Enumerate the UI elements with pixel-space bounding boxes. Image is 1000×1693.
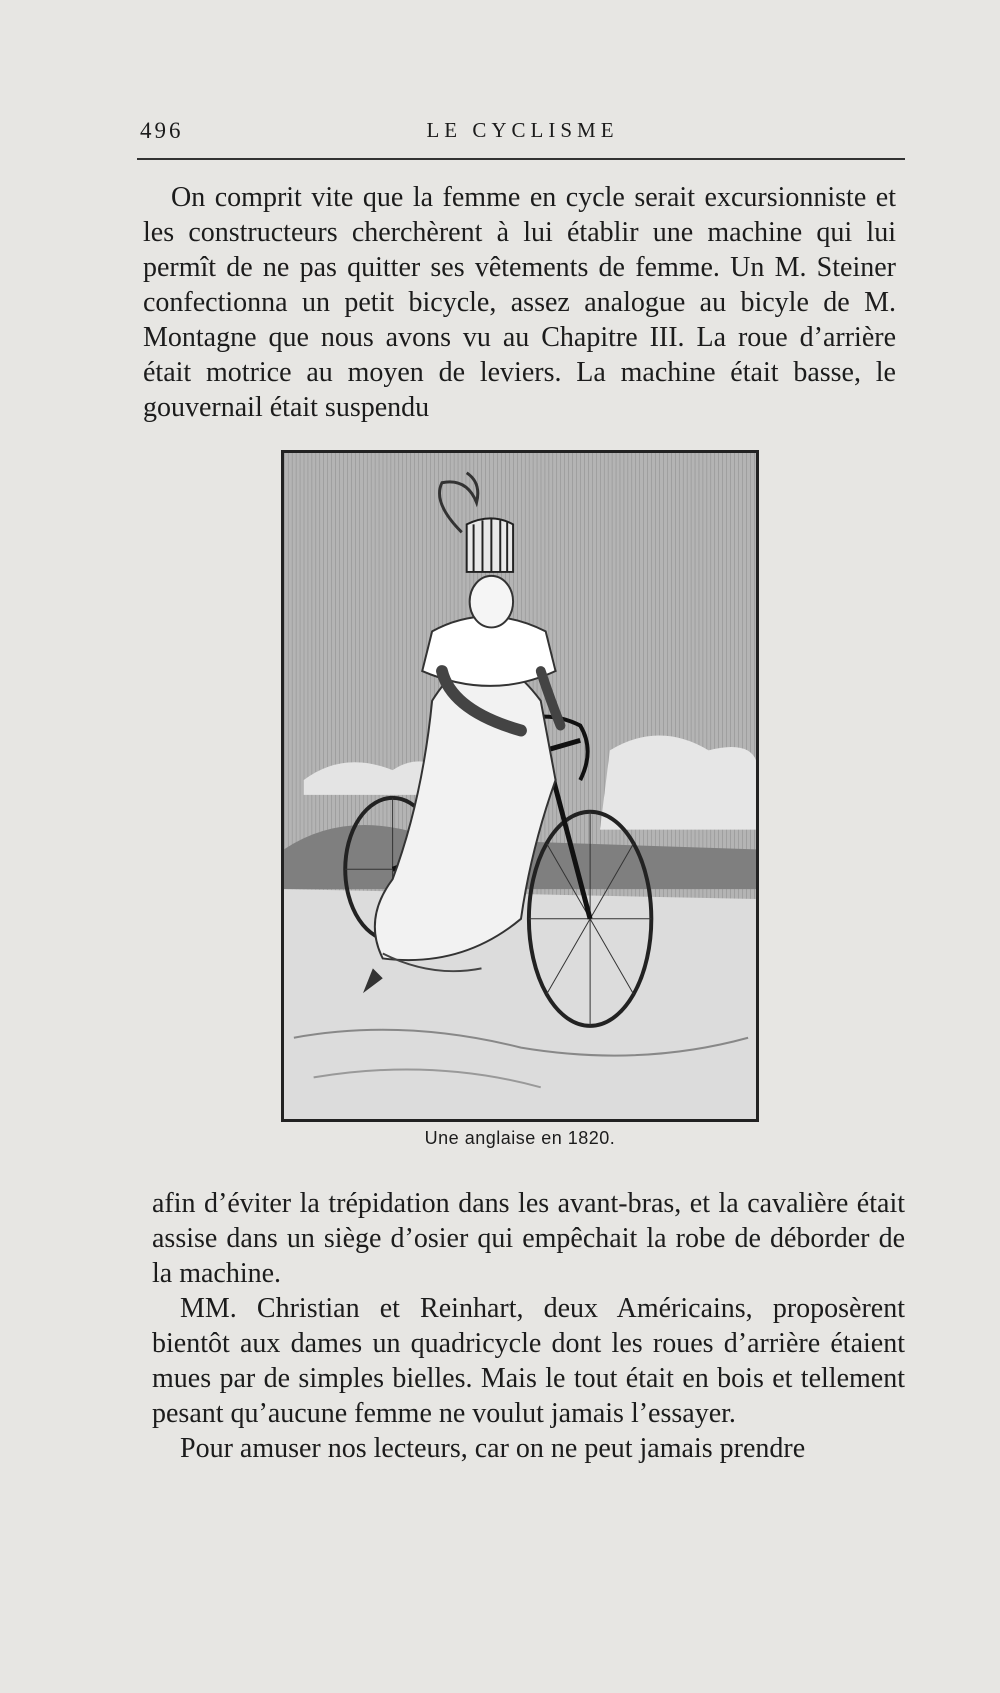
running-title: LE CYCLISME [426, 118, 619, 142]
body-text-after-figure [152, 1186, 905, 1466]
header-rule [137, 158, 905, 160]
opening-paragraph: On comprit vite que la femme en cycle serait excursionniste et les constructeurs cherchèrent à lui établir une machine qui lui permît de ne pas quitter ses vêtements de femme. Un M. Steiner confectionna un petit bicycle, assez analogue au bicyle de M. Montagne que nous avons vu au Chapitre III. La roue d’arrière était motrice au moyen de leviers. La machine était basse, le gouvernail était suspendu [143, 182, 896, 423]
running-header [140, 118, 905, 148]
woman-on-bicycle-engraving [284, 453, 756, 1119]
christian-reinhart-paragraph: MM. Christian et Reinhart, deux Américains, proposèrent bientôt aux dames un quadricycle dont les roues d’arrière étaient mues par de simples bielles. Mais le tout était en bois et tellement pesant qu’aucune femme ne voulut jamais l’essayer. [152, 1293, 905, 1429]
engraving-illustration [281, 450, 759, 1122]
page-number: 496 [140, 118, 184, 143]
final-paragraph-start: Pour amuser nos lecteurs, car on ne peut jamais prendre [180, 1433, 806, 1464]
continuation-paragraph: afin d’éviter la trépidation dans les avant-bras, et la cavalière était assise dans un siège d’osier qui empêchait la robe de déborder de la machine. [152, 1188, 905, 1289]
figure-caption: Une anglaise en 1820. [424, 1128, 616, 1148]
